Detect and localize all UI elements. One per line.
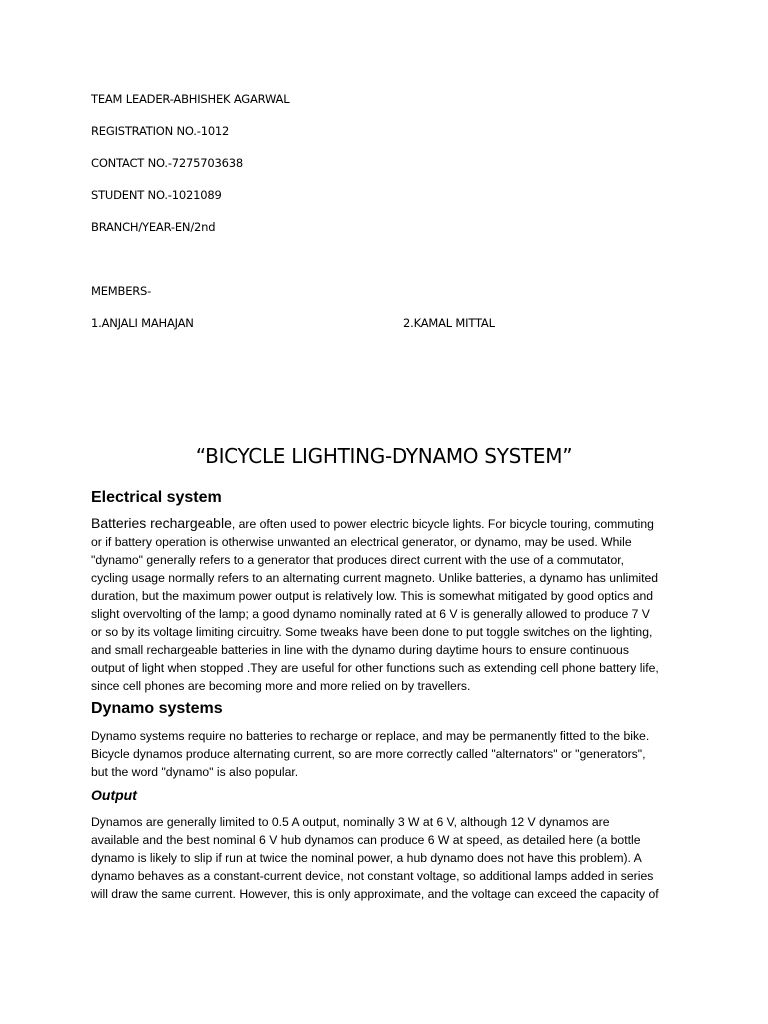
paragraph-output [91,813,691,903]
document-title: “BICYCLE LIGHTING-DYNAMO SYSTEM” [195,444,573,468]
lead-continuation: , are often used to power electric bicycle lights. For bicycle touring, commuting [231,517,654,531]
paragraph-line: or so by its voltage limiting circuitry. Some tweaks have been done to put toggle switches on the lighting, [91,625,653,639]
paragraph-line: will draw the same current. However, this is only approximate, and the voltage can exceed the capacity of [91,887,659,901]
section-heading-dynamo: Dynamo systems [91,700,223,717]
branch-line: BRANCH/YEAR-EN/2nd [91,220,216,234]
section-heading-electrical: Electrical system [91,489,222,506]
members-label: MEMBERS- [91,284,152,298]
paragraph-line: since cell phones are becoming more and more relied on by travellers. [91,679,471,693]
registration-line: REGISTRATION NO.-1012 [91,124,230,138]
paragraph-line: dynamo behaves as a constant-current device, not constant voltage, so additional lamps added in series [91,869,654,883]
paragraph-electrical [91,514,691,695]
paragraph-line [91,514,691,533]
student-line: STUDENT NO.-1021089 [91,188,222,202]
paragraph-line: duration, but the maximum power output is relatively low. This is somewhat mitigated by good optics and [91,589,654,603]
paragraph-line: cycling usage normally refers to an alternating current magneto. Unlike batteries, a dynamo has unlimited [91,571,659,585]
paragraph-line: or if battery operation is otherwise unwanted an electrical generator, or dynamo, may be used. While [91,535,632,549]
section-heading-output: Output [91,787,137,803]
paragraph-line: available and the best nominal 6 V hub dynamos can produce 6 W at speed, as detailed here (a bottle [91,833,641,847]
paragraph-line: Dynamos are generally limited to 0.5 A output, nominally 3 W at 6 V, although 12 V dynamos are [91,815,610,829]
paragraph-line: slight overvolting of the lamp; a good dynamo nominally rated at 6 V is generally allowed to produce 7 V [91,607,650,621]
paragraph-line: and small rechargeable batteries in line with the dynamo during daytime hours to ensure continuous [91,643,629,657]
member-2: 2.KAMAL MITTAL [403,316,495,330]
paragraph-line: Bicycle dynamos produce alternating current, so are more correctly called "alternators" or "generators", [91,747,646,761]
paragraph-line: "dynamo" generally refers to a generator that produces direct current with the use of a commutator, [91,553,624,567]
paragraph-line: but the word "dynamo" is also popular. [91,765,299,779]
paragraph-dynamo [91,727,691,781]
lead-text: Batteries rechargeable [91,515,232,531]
team-leader-line: TEAM LEADER-ABHISHEK AGARWAL [91,92,290,106]
paragraph-line: output of light when stopped .They are useful for other functions such as extending cell phone battery life, [91,661,659,675]
member-1: 1.ANJALI MAHAJAN [91,316,194,330]
paragraph-line: Dynamo systems require no batteries to recharge or replace, and may be permanently fitted to the bike. [91,729,650,743]
paragraph-line: dynamo is likely to slip if run at twice the nominal power, a hub dynamo does not have this problem). A [91,851,642,865]
contact-line: CONTACT NO.-7275703638 [91,156,243,170]
